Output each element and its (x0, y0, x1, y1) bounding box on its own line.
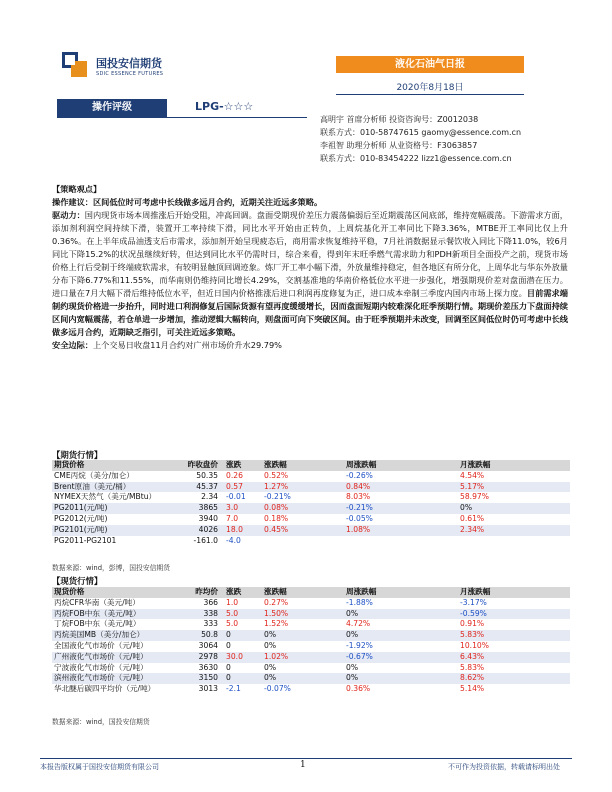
table-cell: 2978 (172, 652, 224, 663)
table-cell: -2.1 (226, 684, 241, 694)
table-cell: 0 (226, 640, 231, 650)
footer-disclaimer: 不可作为投资依据，转载请标明出处 (448, 763, 560, 771)
table-cell: 0.26 (226, 470, 243, 480)
table-cell: 广州液化气市场价（元/吨） (52, 652, 172, 663)
table-cell: 50.8 (172, 630, 224, 641)
table-cell (344, 536, 458, 547)
table-cell: -1.92% (346, 640, 373, 650)
table-cell: 8.03% (346, 492, 371, 502)
advice-paragraph (52, 196, 568, 209)
table-cell: 2.34% (458, 525, 570, 536)
table-cell: -0.05% (346, 513, 373, 523)
table-cell: 5.83% (460, 662, 485, 672)
safety-text: 上个交易日收盘11月合约对广州市场价升水29.79% (92, 340, 282, 350)
table-cell: 0% (344, 630, 458, 641)
table-cell: 5.0 (226, 619, 239, 629)
column-header: 周涨跌幅 (344, 460, 458, 471)
table-cell: Brent原油（美元/桶） (52, 482, 172, 493)
column-header: 月涨跌幅 (458, 460, 570, 471)
table-cell: 2.34 (201, 492, 218, 502)
table-cell: 华北醚后碳四平均价（元/吨） (54, 684, 156, 694)
rating-label: 操作评级 (57, 99, 167, 117)
column-header: 周涨跌幅 (344, 587, 458, 598)
table-cell: 5.14% (460, 684, 485, 694)
table-row (52, 673, 570, 684)
table-cell: 3150 (172, 673, 224, 684)
table-cell: -161.0 (193, 535, 218, 545)
table-cell: 全国液化气市场价（元/吨） (54, 640, 148, 650)
table-cell: -1.88% (346, 597, 373, 607)
table-cell: 10.10% (460, 640, 489, 650)
table-cell: 宁波液化气市场价（元/吨） (54, 662, 148, 672)
table-cell: -0.21% (264, 492, 291, 502)
column-header: 期货价格 (52, 460, 172, 471)
table-cell: 7.0 (226, 513, 239, 523)
table-cell: 0% (262, 630, 344, 641)
table-cell: PG2011(元/吨) (52, 503, 172, 514)
table-cell: PG2011-PG2101 (54, 535, 117, 545)
advice-label: 操作建议： (52, 197, 93, 207)
spot-source: 数据来源：wind，国投安信期货 (52, 718, 150, 726)
table-cell: 3064 (198, 640, 218, 650)
table-cell: 0 (224, 630, 262, 641)
table-cell: 30.0 (224, 652, 262, 663)
driver-paragraph (52, 209, 568, 339)
table-cell: 丙烷FOB中东（美元/吨） (52, 609, 172, 620)
company-name-en: SDIC ESSENCE FUTURES (96, 71, 164, 77)
table-cell: 0% (262, 673, 344, 684)
table-header-row (52, 587, 570, 598)
table-cell: 6.43% (458, 652, 570, 663)
table-cell: 0.91% (460, 619, 485, 629)
table-cell: 1.08% (344, 525, 458, 536)
table-cell: PG2101(元/吨) (52, 525, 172, 536)
table-row (52, 492, 570, 503)
table-cell: 1.50% (262, 609, 344, 620)
column-header: 涨跌 (224, 587, 262, 598)
table-row (52, 641, 570, 652)
table-cell: 0.18% (264, 513, 289, 523)
table-cell: 50.35 (196, 470, 218, 480)
table-row (52, 630, 570, 641)
table-cell: 0.57 (224, 482, 262, 493)
company-name: 国投安信期货 (96, 57, 162, 70)
table-row (52, 514, 570, 525)
report-title: 液化石油气日报 (336, 56, 524, 73)
futures-table (52, 460, 570, 546)
table-row (52, 663, 570, 674)
table-cell: -0.21% (344, 503, 458, 514)
column-header: 昨收盘价 (172, 460, 224, 471)
section-title: 【策略观点】 (52, 184, 102, 194)
futures-source: 数据来源：wind，彭博，国投安信期货 (52, 564, 171, 572)
table-cell: 1.27% (262, 482, 344, 493)
table-cell: 0% (264, 662, 277, 672)
table-cell: 3.0 (224, 503, 262, 514)
strategy-section (52, 183, 568, 352)
header-divider (336, 94, 524, 95)
page-number: 1 (300, 760, 306, 770)
table-row (52, 619, 570, 630)
table-cell: -3.17% (460, 597, 487, 607)
table-cell: 丙烷CFR华南（美元/吨） (54, 597, 140, 607)
report-date: 2020年8月18日 (396, 83, 464, 93)
table-cell: -0.07% (264, 684, 291, 694)
table-cell: 0.08% (262, 503, 344, 514)
table-cell: 0.36% (346, 684, 371, 694)
table-cell: 0 (224, 673, 262, 684)
footer-divider (40, 758, 572, 759)
table-cell: 丁烷FOB中东（美元/吨） (54, 619, 141, 629)
table-cell: PG2012(元/吨) (54, 513, 108, 523)
driver-conclusion: 目前需求端制约现货价格进一步抬升，同时进口利润修复后国际货源有望再度缓缓增长，因而盘面短期内较难深化旺季预期行情。期现价差压力下盘面持续区间内宽幅震荡，若仓单进一步增加，推动逻辑大幅转向，则盘面可向下突破区间。由于旺季预期并未改变，回调至区间低位时仍可考虑中长线做多远月合约，近期缺乏指引，可关注近远多策略。 (52, 288, 568, 337)
table-cell: 4.54% (460, 470, 485, 480)
table-cell: CME丙烷（美分/加仑） (54, 470, 134, 480)
rating-value: LPG-☆☆☆ (195, 100, 254, 113)
table-cell: 3940 (198, 513, 218, 523)
safety-paragraph (52, 339, 568, 352)
table-cell: 3013 (198, 684, 218, 694)
table-row (52, 482, 570, 493)
table-cell: 1.52% (264, 619, 289, 629)
driver-label: 驱动力： (52, 210, 85, 220)
table-cell: -0.01 (226, 492, 246, 502)
table-cell: 18.0 (224, 525, 262, 536)
table-cell (262, 536, 344, 547)
table-cell: 366 (203, 597, 218, 607)
table-cell: 3865 (172, 503, 224, 514)
table-cell: 3630 (198, 662, 218, 672)
table-cell: 0.52% (264, 470, 289, 480)
table-cell: 0% (344, 673, 458, 684)
table-header-row (52, 460, 570, 471)
table-cell: 0 (226, 662, 231, 672)
table-cell: 0.27% (264, 597, 289, 607)
advice-text: 区间低位时可考虑中长线做多远月合约，近期关注近远多策略。 (92, 197, 323, 207)
rating-divider (57, 117, 307, 118)
safety-label: 安全边际： (52, 340, 93, 350)
table-cell (458, 536, 570, 547)
table-cell: 58.97% (460, 492, 489, 502)
table-cell: 滨州液化气市场价（元/吨） (52, 673, 172, 684)
table-cell: 5.17% (458, 482, 570, 493)
table-cell: -0.67% (344, 652, 458, 663)
table-cell: 4.72% (346, 619, 371, 629)
analyst-line: 高明宇 首席分析师 投资咨询号：Z0012038 (320, 115, 479, 124)
table-row (52, 684, 570, 695)
table-cell: 1.02% (262, 652, 344, 663)
table-cell: 338 (172, 609, 224, 620)
table-row (52, 536, 570, 547)
table-cell: NYMEX天然气（美元/MBtu） (54, 492, 157, 502)
analyst-contact: 联系方式：010-58747615 gaomy@essence.com.cn (320, 128, 522, 137)
footer-copyright: 本报告版权属于国投安信期货有限公司 (40, 763, 159, 771)
driver-text: 国内现货市场本周推涨后开始受阻，冲高回调。盘面受期现价差压力震荡偏弱后至近期震荡区间底部，维持宽幅震荡。下游需求方面，添加剂利润空间持续下滑，装置开工率持续下滑，同比水平开始由正转负，上周烷基化开工率同比下降3.36%，MTBE开工率同比仅上升0.36%。在上半年成品油透支后市需求，添加剂开始呈现疲态后，商用需求恢复维持平稳，7月社消数据显示餐饮收入同比下降11.0%，较6月同比下降15.2%的状况虽继续好转，但达到同比水平仍需时日，综合来看，得到年末旺季燃气需求助力和PDH新项目全面投产之前，现货市场价格上行后受制于终端疲软需求，有较明显触顶回调迹象。炼厂开工率小幅下滑，外放量维持稳定，但各地区有所分化，上周华北与华东外放量分布下降6.77%和11.55%，而华南则仍维持同比增长4.29%，交割基准地的华南价格低位水平进一步强化，增强期现价差对盘面潜在压力。进口量在7月大幅下滑后维持低位水平，但近日国内价格推涨后进口利润再度修复为正，进口成本牵制三季度内国内市场上探力度。 (52, 210, 568, 298)
table-cell: 4026 (172, 525, 224, 536)
table-cell: 丙烷美国MB（美分/加仑） (52, 630, 172, 641)
table-row (52, 471, 570, 482)
table-cell: 0% (458, 503, 570, 514)
table-row (52, 652, 570, 663)
table-row (52, 525, 570, 536)
column-header: 涨跌 (224, 460, 262, 471)
column-header: 涨跌幅 (262, 587, 344, 598)
table-row (52, 503, 570, 514)
table-cell: -4.0 (226, 535, 241, 545)
table-cell: 0.45% (262, 525, 344, 536)
analyst-contact: 联系方式：010-83454222 lizz1@essence.com.cn (320, 154, 512, 163)
futures-table-title: 【期货行情】 (52, 450, 103, 460)
table-row (52, 598, 570, 609)
column-header: 现货价格 (52, 587, 172, 598)
table-cell: -0.26% (346, 470, 373, 480)
table-cell: 8.62% (458, 673, 570, 684)
company-logo-icon (62, 52, 90, 80)
spot-table-title: 【现货行情】 (52, 576, 103, 586)
table-cell: 5.0 (224, 609, 262, 620)
table-cell: 0% (346, 662, 359, 672)
table-cell: 0% (344, 609, 458, 620)
table-row (52, 609, 570, 620)
table-cell: 45.37 (172, 482, 224, 493)
table-cell: -0.59% (458, 609, 570, 620)
table-cell: 0.61% (460, 513, 485, 523)
analyst-line: 李祖智 助理分析师 从业资格号：F3063857 (320, 141, 478, 150)
spot-table (52, 587, 570, 695)
table-cell: 5.83% (458, 630, 570, 641)
table-cell: 333 (203, 619, 218, 629)
column-header: 月涨跌幅 (458, 587, 570, 598)
table-cell: 0.84% (344, 482, 458, 493)
table-cell: 1.0 (226, 597, 239, 607)
column-header: 涨跌幅 (262, 460, 344, 471)
table-cell: 0% (264, 640, 277, 650)
column-header: 昨均价 (172, 587, 224, 598)
